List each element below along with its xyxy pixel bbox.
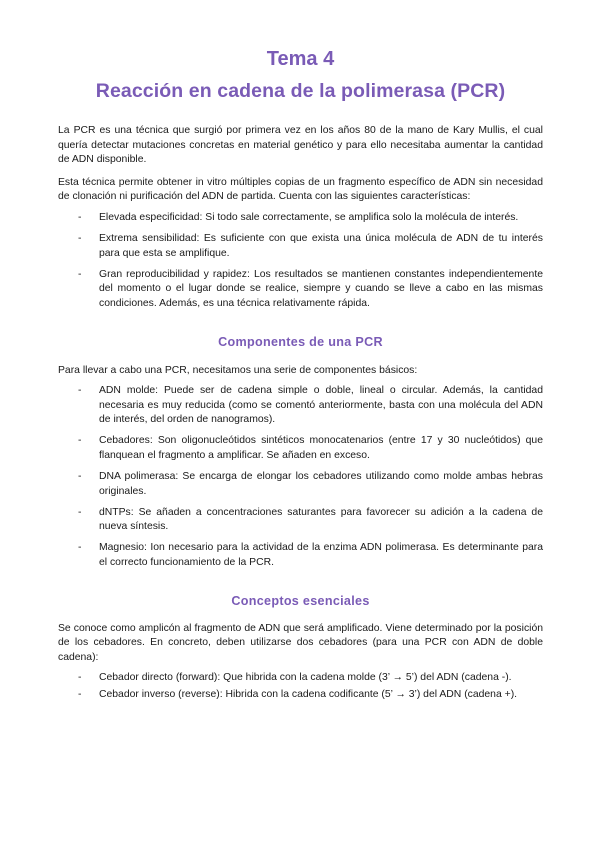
section-heading-concepts: Conceptos esenciales — [231, 593, 370, 608]
section-heading-components: Componentes de una PCR — [218, 334, 383, 349]
dash-bullet: - — [78, 268, 82, 280]
list-item-text: Magnesio: Ion necesario para la actividad de la enzima ADN polimerasa. Es determinante para el correcto funcionamiento de la PCR. — [99, 542, 543, 569]
list-item-text: Cebador directo (forward): Que hibrida con la cadena molde (3’ → 5’) del ADN (cadena -). — [99, 672, 512, 684]
concepts-list — [58, 671, 543, 702]
dash-bullet: - — [78, 506, 82, 518]
list-item — [58, 671, 543, 686]
list-item — [58, 688, 543, 703]
document-page — [58, 46, 543, 703]
list-item — [58, 506, 543, 535]
list-item-text: Cebador inverso (reverse): Hibrida con la cadena codificante (5’ → 3’) del ADN (cadena +). — [99, 689, 518, 701]
components-list — [58, 384, 543, 571]
page-subtitle: Reacción en cadena de la polimerasa (PCR) — [95, 80, 506, 102]
list-item — [58, 434, 543, 463]
intro-paragraph-1: La PCR es una técnica que surgió por primera vez en los años 80 de la mano de Kary Mullis, el cual quería detectar mutaciones concretas en material genético y para ello necesitaba aumentar la cantidad de ADN disponible. — [58, 125, 543, 166]
list-item-text: Extrema sensibilidad: Es suficiente con que exista una única molécula de ADN de tu interés para que esta se amplifique. — [99, 233, 543, 259]
list-item-text: Cebadores: Son oligonucleótidos sintéticos monocatenarios (entre 17 y 30 nucleótidos) que flanquean el fragmento a amplificar. Se añaden en exceso. — [99, 435, 543, 461]
list-item — [58, 232, 543, 261]
intro-paragraph-2: Esta técnica permite obtener in vitro múltiples copias de un fragmento específico de ADN sin necesidad de clonación ni purificación del ADN de partida. Cuenta con las siguientes características: — [58, 176, 543, 203]
list-item-text: dNTPs: Se añaden a concentraciones saturantes para favorecer su adición a la cadena de nueva síntesis. — [99, 506, 543, 533]
list-item-text: ADN molde: Puede ser de cadena simple o doble, lineal o circular. Además, la cantidad necesaria es muy reducida (como se comentó anteriormente, basta con una molécula del ADN de interés, del orden de nanogramos). — [99, 385, 543, 426]
components-intro: Para llevar a cabo una PCR, necesitamos una serie de componentes básicos: — [58, 364, 418, 376]
dash-bullet: - — [78, 542, 82, 554]
dash-bullet: - — [78, 471, 82, 483]
list-item-text: Gran reproducibilidad y rapidez: Los resultados se mantienen constantes independientemente del momento o el lugar donde se realice, siempre y cuando se lleve a cabo en las mismas condiciones. Además, es una técnica relativamente rápida. — [99, 268, 543, 309]
list-item — [58, 268, 543, 312]
concepts-intro: Se conoce como amplicón al fragmento de ADN que será amplificado. Viene determinado por la posición de los cebadores. En concreto, deben utilizarse dos cebadores (para una PCR con ADN de doble cadena): — [58, 622, 543, 663]
dash-bullet: - — [78, 233, 82, 245]
list-item — [58, 541, 543, 570]
list-item-text: DNA polimerasa: Se encarga de elongar los cebadores utilizando como molde ambas hebras originales. — [99, 471, 543, 497]
dash-bullet: - — [78, 385, 82, 397]
dash-bullet: - — [78, 672, 82, 684]
dash-bullet: - — [78, 211, 82, 223]
list-item — [58, 211, 543, 226]
characteristics-list — [58, 211, 543, 312]
list-item — [58, 470, 543, 499]
list-item — [58, 384, 543, 428]
page-title: Tema 4 — [266, 48, 335, 70]
dash-bullet: - — [78, 689, 82, 701]
dash-bullet: - — [78, 435, 82, 447]
list-item-text: Elevada especificidad: Si todo sale correctamente, se amplifica solo la molécula de interés. — [99, 211, 519, 223]
